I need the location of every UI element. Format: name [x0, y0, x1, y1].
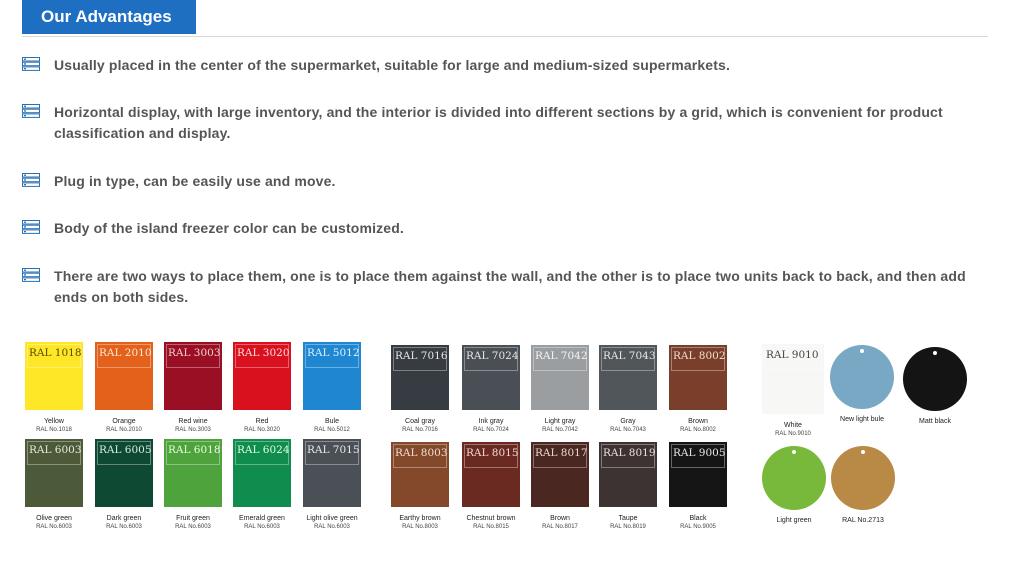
swatch-code: RAL No.8015	[473, 524, 509, 530]
color-swatch	[762, 344, 824, 414]
swatch-code: RAL No.8002	[680, 427, 716, 433]
color-disc	[830, 345, 894, 409]
swatch-code: RAL No.6003	[314, 524, 350, 530]
swatch-caption	[653, 417, 743, 435]
color-swatch	[599, 442, 657, 507]
swatch-name: Light olive green	[306, 515, 358, 522]
color-swatch	[95, 342, 153, 410]
swatch-name: Black	[689, 515, 707, 522]
color-swatch	[233, 342, 291, 410]
disc-hole	[860, 349, 864, 353]
swatch-code: RAL No.1018	[36, 427, 72, 433]
color-swatch	[233, 439, 291, 507]
color-swatch	[303, 342, 361, 410]
swatch-code: RAL No.7042	[542, 427, 578, 433]
swatch-code: RAL No.6003	[106, 524, 142, 530]
swatch-name: New light bule	[840, 416, 884, 423]
advantage-text: There are two ways to place them, one is to place them against the wall, and the other is to place two units back to back, and then add ends on both sides.	[54, 268, 966, 305]
swatch-name: Brown	[550, 515, 570, 522]
ral-code-label: RAL 6018	[168, 444, 221, 456]
color-disc	[903, 347, 967, 411]
color-swatch	[462, 442, 520, 507]
ral-code-label: RAL 7016	[395, 350, 448, 362]
swatch-name: RAL No.2713	[842, 517, 884, 524]
advantage-text: Horizontal display, with large inventory, and the interior is divided into different sections by a grid, which is convenient for product classification and display.	[54, 104, 943, 141]
swatch-caption	[818, 516, 908, 525]
disc-hole	[861, 450, 865, 454]
ral-code-label: RAL 2010	[99, 347, 152, 359]
color-swatch	[669, 442, 727, 507]
swatch-name: Ink gray	[478, 418, 504, 425]
color-swatch	[531, 442, 589, 507]
ral-code-label: RAL 9010	[766, 349, 819, 361]
ral-code-label: RAL 5012	[307, 347, 360, 359]
swatch-caption	[287, 514, 377, 532]
advantage-text: Plug in type, can be easily use and move.	[54, 173, 336, 189]
swatch-code: RAL No.7016	[402, 427, 438, 433]
swatch-name: Light green	[776, 517, 812, 524]
ral-code-label: RAL 6003	[29, 444, 82, 456]
swatch-name: Matt black	[919, 418, 951, 425]
swatch-name: Taupe	[618, 515, 638, 522]
swatch-name: Red wine	[178, 418, 208, 425]
ral-code-label: RAL 8002	[673, 350, 726, 362]
ral-code-label: RAL 9005	[673, 447, 726, 459]
color-swatch	[531, 345, 589, 410]
swatch-name: Light gray	[544, 418, 576, 425]
swatch-code: RAL No.7043	[610, 427, 646, 433]
swatch-code: RAL No.6003	[175, 524, 211, 530]
color-swatch	[25, 439, 83, 507]
swatch-name: White	[784, 422, 802, 429]
swatch-caption	[653, 514, 743, 532]
swatch-code: RAL No.9010	[775, 431, 811, 437]
ral-code-label: RAL 6005	[99, 444, 152, 456]
ral-code-label: RAL 8003	[395, 447, 448, 459]
color-swatch	[462, 345, 520, 410]
color-disc	[762, 446, 826, 510]
color-swatch	[164, 342, 222, 410]
ral-code-label: RAL 3020	[237, 347, 290, 359]
ral-code-label: RAL 1018	[29, 347, 82, 359]
ral-code-label: RAL 7043	[603, 350, 656, 362]
swatch-code: RAL No.9005	[680, 524, 716, 530]
swatch-code: RAL No.3003	[175, 427, 211, 433]
swatch-name: Earthy brown	[399, 515, 441, 522]
swatch-name: Olive green	[36, 515, 72, 522]
color-swatch	[391, 442, 449, 507]
section-header	[22, 0, 988, 37]
server-list-icon	[22, 268, 40, 282]
color-swatch	[599, 345, 657, 410]
ral-code-label: RAL 8015	[466, 447, 519, 459]
swatch-name: Bule	[324, 418, 339, 425]
swatch-code: RAL No.3020	[244, 427, 280, 433]
swatch-code: RAL No.6003	[244, 524, 280, 530]
swatch-code: RAL No.8017	[542, 524, 578, 530]
swatch-code: RAL No.6003	[36, 524, 72, 530]
swatch-name: Orange	[112, 418, 136, 425]
swatch-name: Red	[255, 418, 269, 425]
disc-hole	[933, 351, 937, 355]
swatch-code: RAL No.2010	[106, 427, 142, 433]
server-list-icon	[22, 57, 40, 71]
ral-code-label: RAL 3003	[168, 347, 221, 359]
swatch-name: Chestnut brown	[466, 515, 516, 522]
swatch-name: Dark green	[106, 515, 142, 522]
swatch-caption	[287, 417, 377, 435]
ral-code-label: RAL 7015	[307, 444, 360, 456]
swatch-name: Yellow	[44, 418, 64, 425]
swatch-name: Brown	[688, 418, 708, 425]
ral-code-label: RAL 7042	[535, 350, 588, 362]
ral-code-label: RAL 8019	[603, 447, 656, 459]
swatch-code: RAL No.7024	[473, 427, 509, 433]
ral-code-label: RAL 6024	[237, 444, 290, 456]
swatch-code: RAL No.8019	[610, 524, 646, 530]
ral-code-label: RAL 8017	[535, 447, 588, 459]
swatch-name: Fruit green	[176, 515, 210, 522]
color-disc	[831, 446, 895, 510]
advantage-text: Usually placed in the center of the supermarket, suitable for large and medium-sized supermarkets.	[54, 57, 731, 73]
server-list-icon	[22, 104, 40, 118]
ral-code-label: RAL 7024	[466, 350, 519, 362]
advantage-text: Body of the island freezer color can be customized.	[54, 220, 404, 236]
swatch-name: Gray	[620, 418, 636, 425]
swatch-code: RAL No.5012	[314, 427, 350, 433]
color-swatch	[391, 345, 449, 410]
color-swatch	[303, 439, 361, 507]
color-swatch	[164, 439, 222, 507]
color-swatch	[95, 439, 153, 507]
color-swatch	[669, 345, 727, 410]
server-list-icon	[22, 220, 40, 234]
swatch-name: Emerald green	[239, 515, 285, 522]
disc-hole	[792, 450, 796, 454]
swatch-caption	[890, 417, 980, 426]
server-list-icon	[22, 173, 40, 187]
section-title-tab[interactable]: Our Advantages	[22, 0, 196, 34]
swatch-code: RAL No.8003	[402, 524, 438, 530]
color-swatch	[25, 342, 83, 410]
swatch-name: Coal gray	[405, 418, 435, 425]
